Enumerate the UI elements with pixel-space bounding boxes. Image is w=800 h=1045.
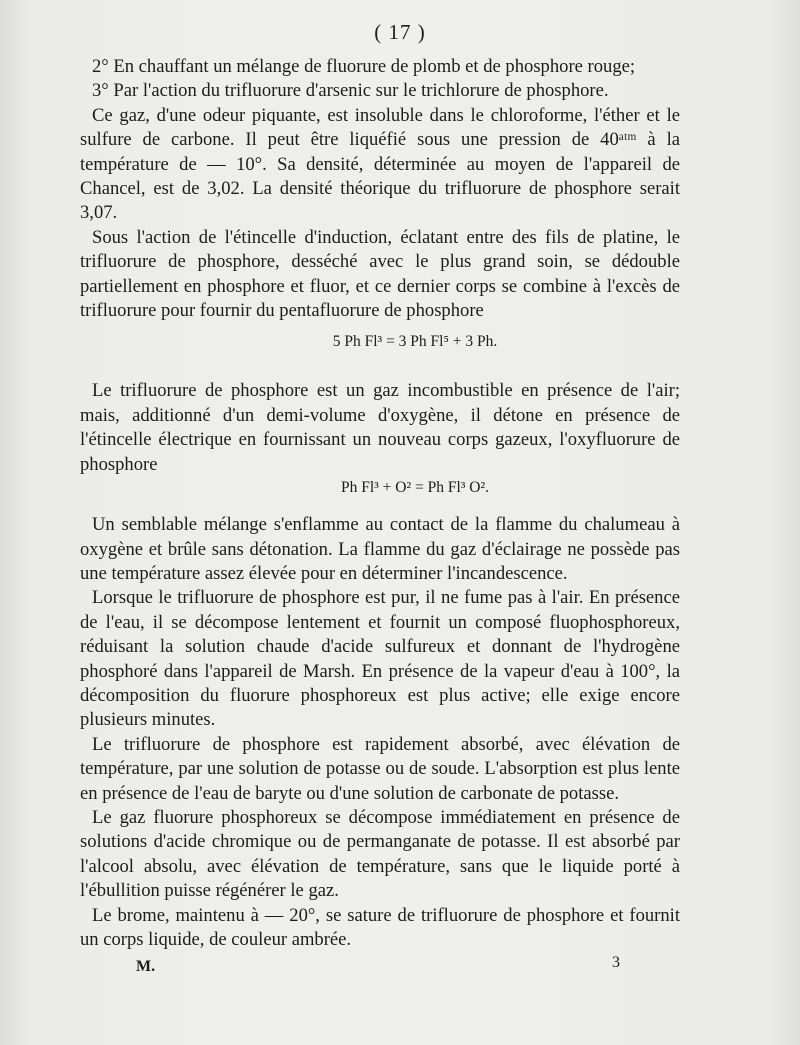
paragraph-properties: Ce gaz, d'une odeur piquante, est insoluble dans le chloroforme, l'éther et le sulfure de carbone. Il peut être liquéfié sous une pression de 40ᵃᵗᵐ à la température de — 10°. Sa densité, déterminée au moyen de l'appareil de Chancel, est de 3,02. La densité théorique du trifluorure de phosphore serait 3,07. [80,104,680,224]
paragraph-brome: Le brome, maintenu à — 20°, se sature de trifluorure de phosphore et fournit un corps liquide, de couleur ambrée. [80,904,680,950]
formula-pentafluorure: 5 Ph Fl³ = 3 Ph Fl⁵ + 3 Ph. [332,333,498,351]
paragraph-induction: Sous l'action de l'étincelle d'induction, éclatant entre des fils de platine, le trifluorure de phosphore, desséché avec le plus grand soin, se dédouble partiellement en phosphore et fluor, et ce dernier corps se combine à l'excès de trifluorure pour fournir du pentafluorure de phosphore [80,226,680,322]
list-item-2: 2° En chauffant un mélange de fluorure de plomb et de phosphore rouge; [92,56,636,77]
body-text [80,55,680,952]
paragraph-water: Lorsque le trifluorure de phosphore est pur, il ne fume pas à l'air. En présence de l'eau, il se décompose lentement et fournit un composé fluophosphoreux, réduisant la solution chaude d'acide sulfureux et donnant de l'hydrogène phosphoré dans l'appareil de Marsh. En présence de la vapeur d'eau à 100°, la décomposition du fluorure phosphoreux est plus active; elle exige encore plusieurs minutes. [80,587,680,731]
page-number: ( 17 ) [374,20,426,44]
list-item-3: 3° Par l'action du trifluorure d'arsenic sur le trichlorure de phosphore. [92,80,609,102]
paragraph-combustion: Le trifluorure de phosphore est un gaz incombustible en présence de l'air; mais, additionné d'un demi-volume d'oxygène, il détone en présence de l'étincelle électrique en fournissant un nouveau corps gazeux, l'oxyfluorure de phosphore [80,380,680,475]
formula-oxyfluorure: Ph Fl³ + O² = Ph Fl³ O². [340,479,490,497]
paragraph-chalumeau: Un semblable mélange s'enflamme au contact de la flamme du chalumeau à oxygène et brûle sans détonation. La flamme du gaz d'éclairage ne possède pas une température assez élevée pour en déterminer l'incandescence. [80,514,680,584]
paragraph-absorption: Le trifluorure de phosphore est rapidement absorbé, avec élévation de température, par une solution de potasse ou de soude. L'absorption est plus lente en présence de l'eau de baryte ou d'une solution de carbonate de potasse. [80,733,680,804]
sheet-number: 3 [612,954,620,971]
paragraph-decomposition: Le gaz fluorure phosphoreux se décompose immédiatement en présence de solutions d'acide chromique ou de permanganate de potasse. Il est absorbé par l'alcool absolu, avec élévation de température, sans que le liquide porté à l'ébullition puisse régénérer le gaz. [80,806,680,902]
signature-mark: M. [136,958,156,975]
